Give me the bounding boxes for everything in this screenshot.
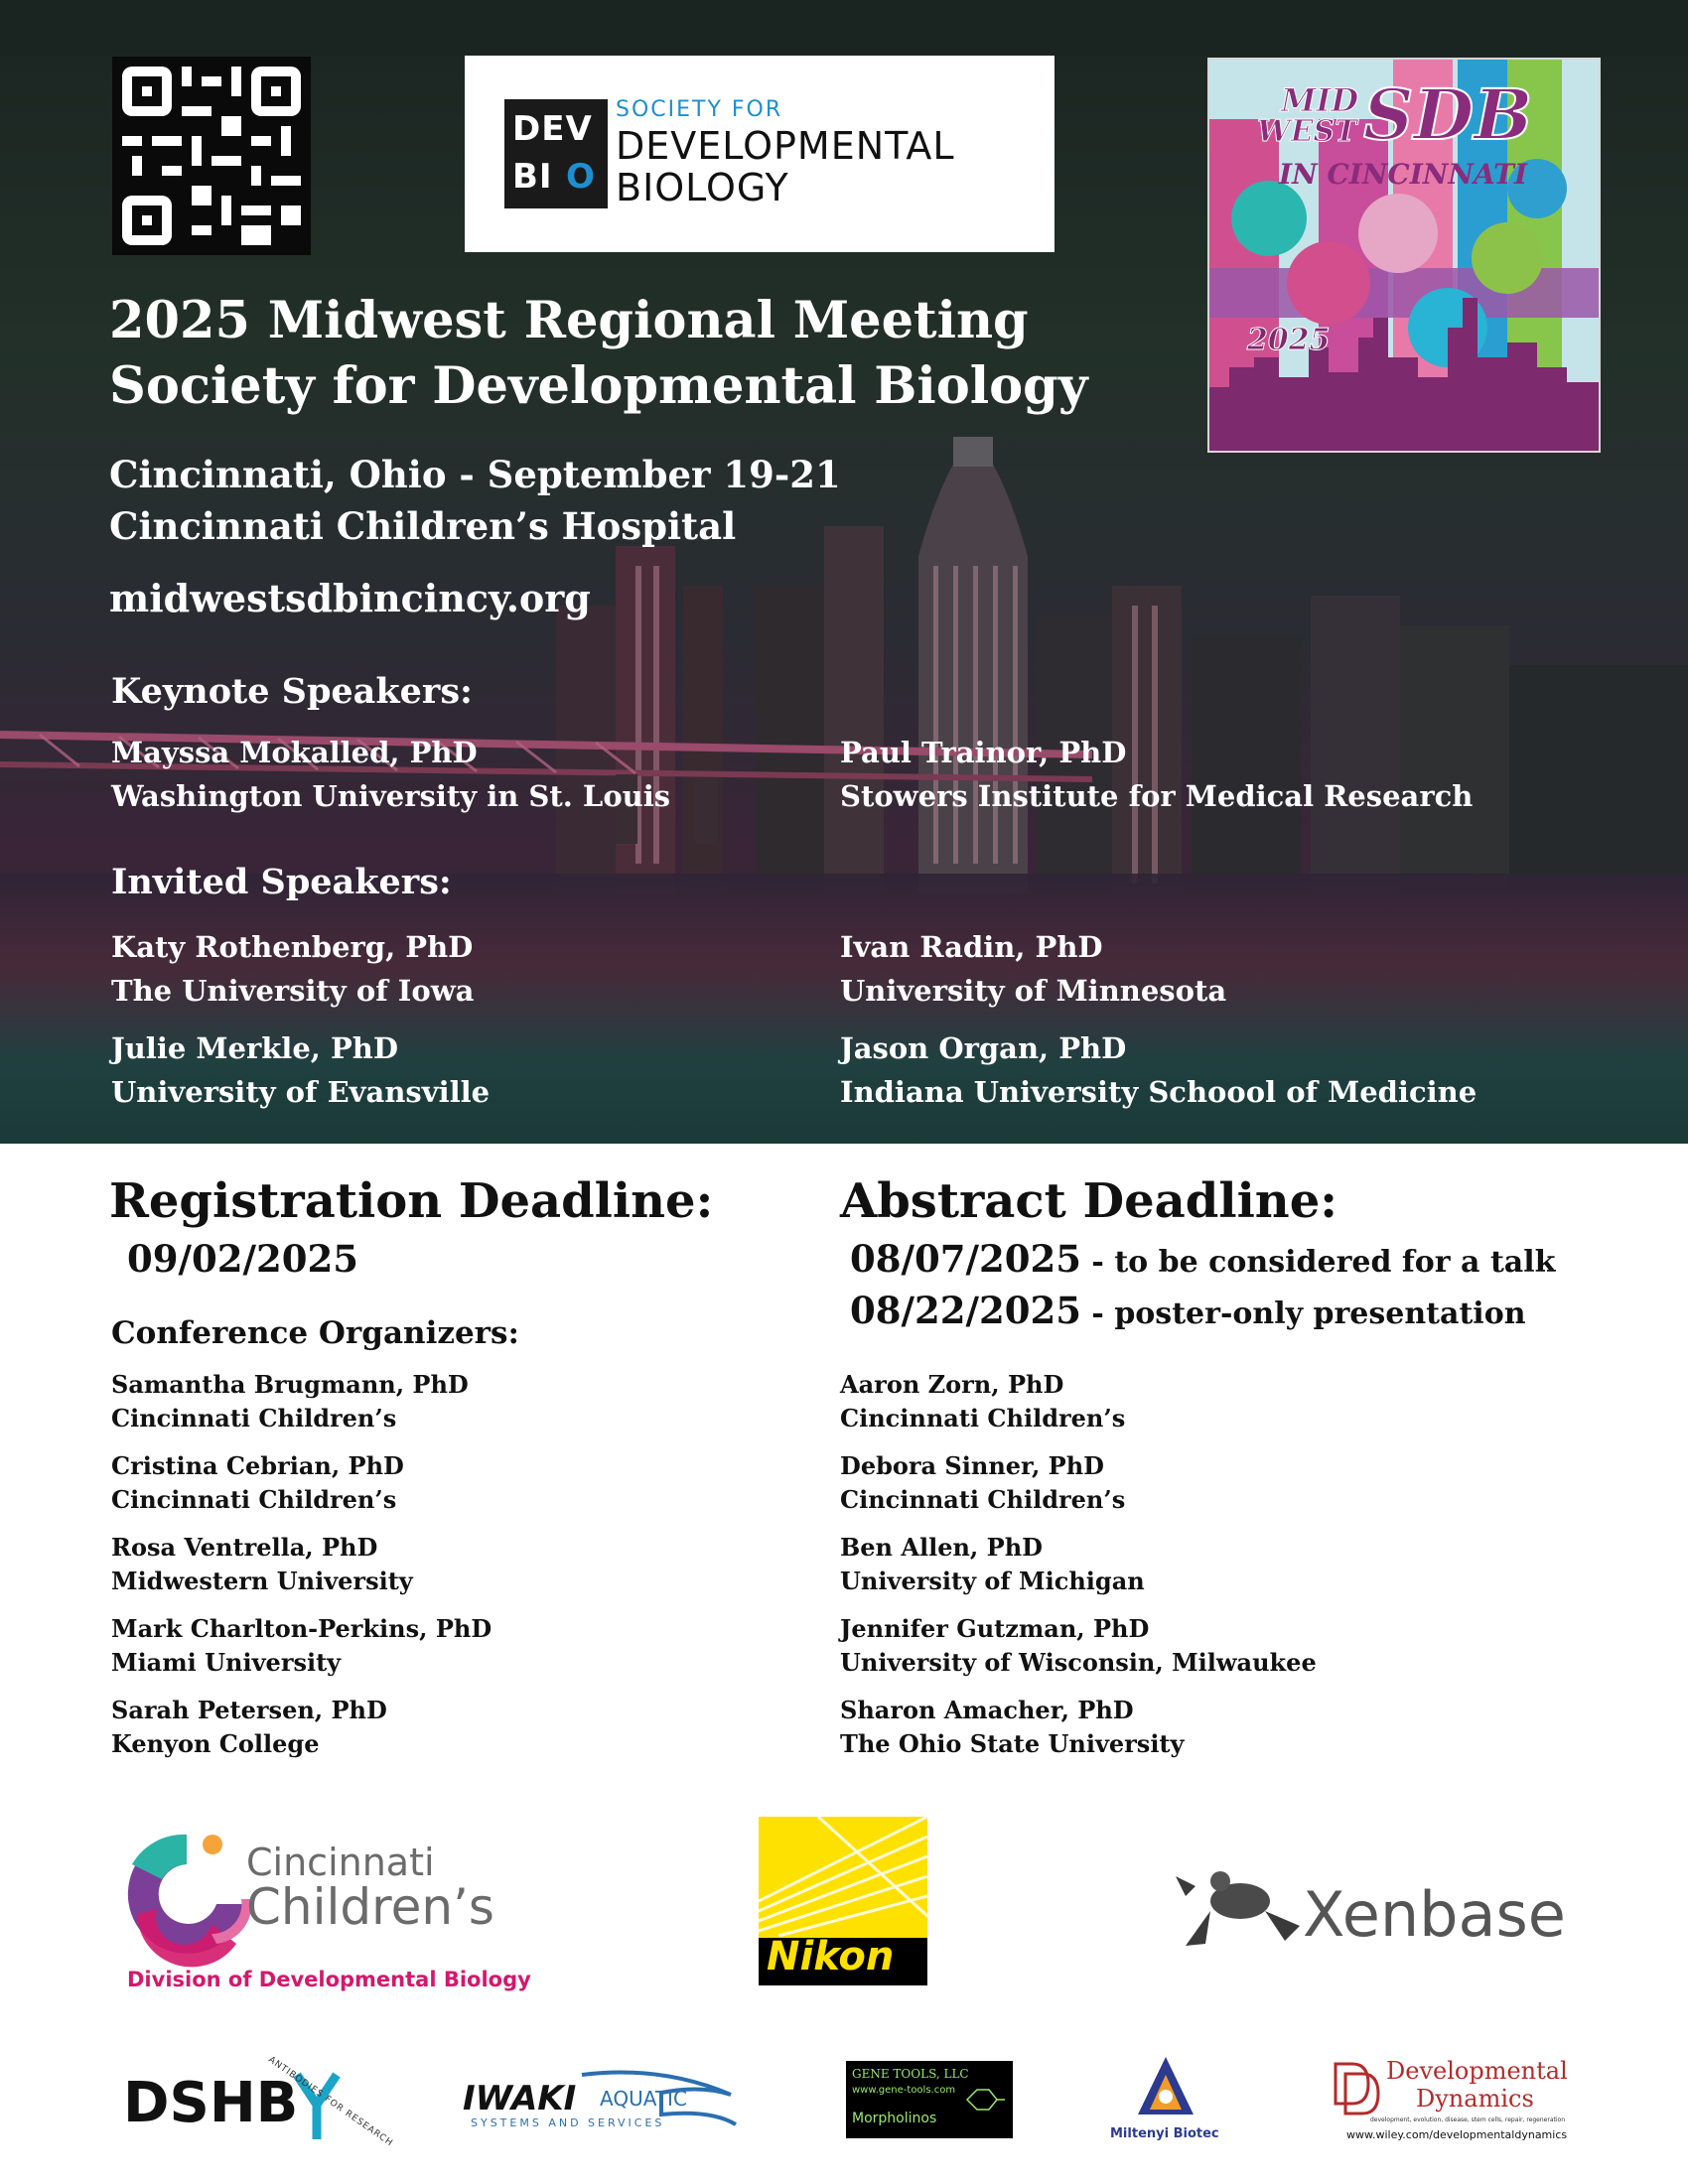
abstract-deadline-item bbox=[850, 1289, 1526, 1332]
midwest-logo-sdb: SDB bbox=[1363, 73, 1533, 156]
iwaki-wordmark: IWAKI bbox=[463, 2079, 577, 2118]
abstract-deadline-date: 08/22/2025 bbox=[850, 1289, 1081, 1332]
dshb-tagline: ANTIBODIES FOR RESEARCH bbox=[266, 2055, 395, 2149]
organizer bbox=[111, 1368, 469, 1435]
organizer-name: Sarah Petersen, PhD bbox=[111, 1696, 387, 1724]
organizer-name: Samantha Brugmann, PhD bbox=[111, 1370, 469, 1399]
speaker-name: Jason Organ, PhD bbox=[840, 1031, 1127, 1065]
organizer-name: Ben Allen, PhD bbox=[840, 1533, 1043, 1562]
speaker-name: Mayssa Mokalled, PhD bbox=[111, 736, 478, 769]
midwest-logo-west: WEST bbox=[1257, 114, 1357, 149]
devdyn-url[interactable]: www.wiley.com/developmentaldynamics bbox=[1346, 2128, 1568, 2141]
organizer bbox=[840, 1694, 1184, 1761]
organizer-name: Aaron Zorn, PhD bbox=[840, 1370, 1064, 1399]
keynote-heading: Keynote Speakers: bbox=[111, 671, 473, 712]
sdb-logo[interactable] bbox=[465, 56, 1055, 252]
organizer-affiliation: Miami University bbox=[111, 1648, 342, 1677]
dshb-logo[interactable] bbox=[123, 2055, 395, 2154]
organizer bbox=[840, 1531, 1145, 1598]
speaker-name: Julie Merkle, PhD bbox=[111, 1031, 399, 1065]
developmental-dynamics-logo[interactable] bbox=[1331, 2053, 1569, 2162]
midwest-sdb-emblem bbox=[1209, 60, 1599, 451]
invited-speaker bbox=[111, 1026, 490, 1114]
qr-code[interactable] bbox=[112, 57, 311, 255]
speaker-name: Ivan Radin, PhD bbox=[840, 930, 1103, 964]
devbio-mark-o: O bbox=[566, 157, 596, 197]
organizer-affiliation: University of Michigan bbox=[840, 1567, 1145, 1595]
gene-tools-logo[interactable] bbox=[846, 2061, 1013, 2138]
registration-deadline-heading: Registration Deadline: bbox=[109, 1173, 714, 1229]
organizer bbox=[111, 1531, 413, 1598]
speaker-affiliation: Stowers Institute for Medical Research bbox=[840, 779, 1474, 813]
abstract-deadline-item bbox=[850, 1237, 1555, 1281]
invited-speaker bbox=[840, 1026, 1477, 1114]
miltenyi-icon bbox=[1136, 2055, 1196, 2124]
organizer bbox=[840, 1449, 1125, 1517]
gene-tools-name: GENE TOOLS, LLC bbox=[852, 2067, 969, 2081]
organizer-name: Rosa Ventrella, PhD bbox=[111, 1533, 378, 1562]
organizer-affiliation: Cincinnati Children’s bbox=[111, 1485, 397, 1514]
speaker-affiliation: University of Minnesota bbox=[840, 974, 1227, 1008]
miltenyi-logo[interactable] bbox=[1110, 2055, 1229, 2154]
cincinnati-childrens-line2: Children’s bbox=[246, 1878, 494, 1936]
dshb-wordmark: DSHB bbox=[123, 2071, 299, 2135]
miltenyi-wordmark: Miltenyi Biotec bbox=[1110, 2126, 1219, 2141]
midwest-logo-mid: MID bbox=[1281, 81, 1359, 119]
dd-monogram-icon bbox=[1331, 2059, 1380, 2118]
devbio-name-line1: DEVELOPMENTAL bbox=[616, 124, 955, 168]
qr-code-icon bbox=[112, 57, 311, 255]
abstract-deadline-note: - to be considered for a talk bbox=[1080, 1245, 1556, 1280]
xenbase-logo[interactable] bbox=[1176, 1856, 1583, 1966]
organizer-affiliation: Cincinnati Children’s bbox=[111, 1404, 397, 1433]
event-location-line1: Cincinnati, Ohio - September 19-21 bbox=[109, 453, 841, 496]
speaker-name: Paul Trainor, PhD bbox=[840, 736, 1127, 769]
cincinnati-childrens-icon bbox=[117, 1825, 256, 1974]
devdyn-line1: Developmental bbox=[1386, 2057, 1568, 2085]
devbio-name-line2: BIOLOGY bbox=[616, 166, 789, 209]
organizer-affiliation: The Ohio State University bbox=[840, 1729, 1185, 1758]
devdyn-tagline: development, evolution, disease, stem cells, repair, regeneration bbox=[1370, 2116, 1565, 2123]
speaker-name: Katy Rothenberg, PhD bbox=[111, 930, 474, 964]
organizer bbox=[840, 1368, 1125, 1435]
xenbase-wordmark: Xenbase bbox=[1303, 1878, 1566, 1951]
organizer bbox=[840, 1612, 1317, 1680]
keynote-speaker bbox=[840, 731, 1473, 818]
event-location bbox=[109, 449, 841, 552]
speaker-affiliation: Indiana University Schoool of Medicine bbox=[840, 1075, 1477, 1109]
nikon-wordmark: Nikon bbox=[767, 1934, 895, 1979]
speaker-affiliation: University of Evansville bbox=[111, 1075, 491, 1109]
frog-icon bbox=[1176, 1856, 1305, 1956]
midwest-sdb-logo[interactable] bbox=[1207, 58, 1601, 453]
organizer bbox=[111, 1694, 387, 1761]
organizers-heading: Conference Organizers: bbox=[111, 1315, 519, 1351]
organizer-name: Jennifer Gutzman, PhD bbox=[840, 1614, 1150, 1643]
abstract-deadline-note: - poster-only presentation bbox=[1080, 1297, 1526, 1331]
organizer-name: Sharon Amacher, PhD bbox=[840, 1696, 1134, 1724]
organizer-name: Cristina Cebrian, PhD bbox=[111, 1451, 404, 1480]
devbio-society-for: SOCIETY FOR bbox=[616, 97, 783, 122]
event-title-line1: 2025 Midwest Regional Meeting bbox=[109, 291, 1029, 350]
organizer-affiliation: Midwestern University bbox=[111, 1567, 413, 1595]
midwest-logo-city: IN CINCINNATI bbox=[1279, 158, 1528, 191]
organizer-name: Mark Charlton-Perkins, PhD bbox=[111, 1614, 492, 1643]
gene-tools-url: www.gene-tools.com bbox=[852, 2085, 956, 2096]
gene-tools-product: Morpholinos bbox=[852, 2111, 937, 2126]
devdyn-line2: Dynamics bbox=[1416, 2085, 1534, 2113]
abstract-deadline-date: 08/07/2025 bbox=[850, 1237, 1081, 1281]
event-title bbox=[109, 288, 1087, 419]
event-website-link[interactable]: midwestsdbincincy.org bbox=[109, 576, 591, 620]
hero-topbar bbox=[0, 0, 1688, 56]
midwest-logo-year: 2025 bbox=[1247, 323, 1331, 357]
abstract-deadline-heading: Abstract Deadline: bbox=[840, 1173, 1337, 1229]
molecule-icon bbox=[957, 2075, 1007, 2124]
organizer-affiliation: Cincinnati Children’s bbox=[840, 1404, 1126, 1433]
cincinnati-childrens-logo[interactable] bbox=[117, 1825, 554, 2003]
event-title-line2: Society for Developmental Biology bbox=[109, 356, 1088, 416]
event-location-line2: Cincinnati Children’s Hospital bbox=[109, 504, 737, 548]
iwaki-logo[interactable] bbox=[463, 2065, 741, 2134]
speaker-affiliation: Washington University in St. Louis bbox=[111, 779, 671, 813]
invited-speaker bbox=[111, 925, 474, 1013]
devbio-mark bbox=[504, 99, 608, 208]
cincinnati-childrens-line1: Cincinnati bbox=[246, 1841, 435, 1884]
devbio-mark-bottom: BI bbox=[512, 157, 553, 197]
organizer-affiliation: Kenyon College bbox=[111, 1729, 320, 1758]
keynote-speaker bbox=[111, 731, 670, 818]
invited-heading: Invited Speakers: bbox=[111, 862, 452, 902]
iwaki-tagline: SYSTEMS AND SERVICES bbox=[471, 2116, 665, 2129]
invited-speaker bbox=[840, 925, 1226, 1013]
devbio-mark-top: DEV bbox=[512, 109, 593, 149]
organizer-affiliation: Cincinnati Children’s bbox=[840, 1485, 1126, 1514]
devbio-name bbox=[616, 125, 955, 208]
speaker-affiliation: The University of Iowa bbox=[111, 974, 475, 1008]
organizer bbox=[111, 1612, 492, 1680]
organizer-name: Debora Sinner, PhD bbox=[840, 1451, 1104, 1480]
nikon-logo[interactable] bbox=[759, 1817, 927, 1985]
registration-deadline-date: 09/02/2025 bbox=[127, 1237, 358, 1281]
cincinnati-childrens-division: Division of Developmental Biology bbox=[127, 1968, 531, 1991]
organizer-affiliation: University of Wisconsin, Milwaukee bbox=[840, 1648, 1317, 1677]
iwaki-aquatic: AQUATIC bbox=[600, 2087, 687, 2111]
organizer bbox=[111, 1449, 404, 1517]
